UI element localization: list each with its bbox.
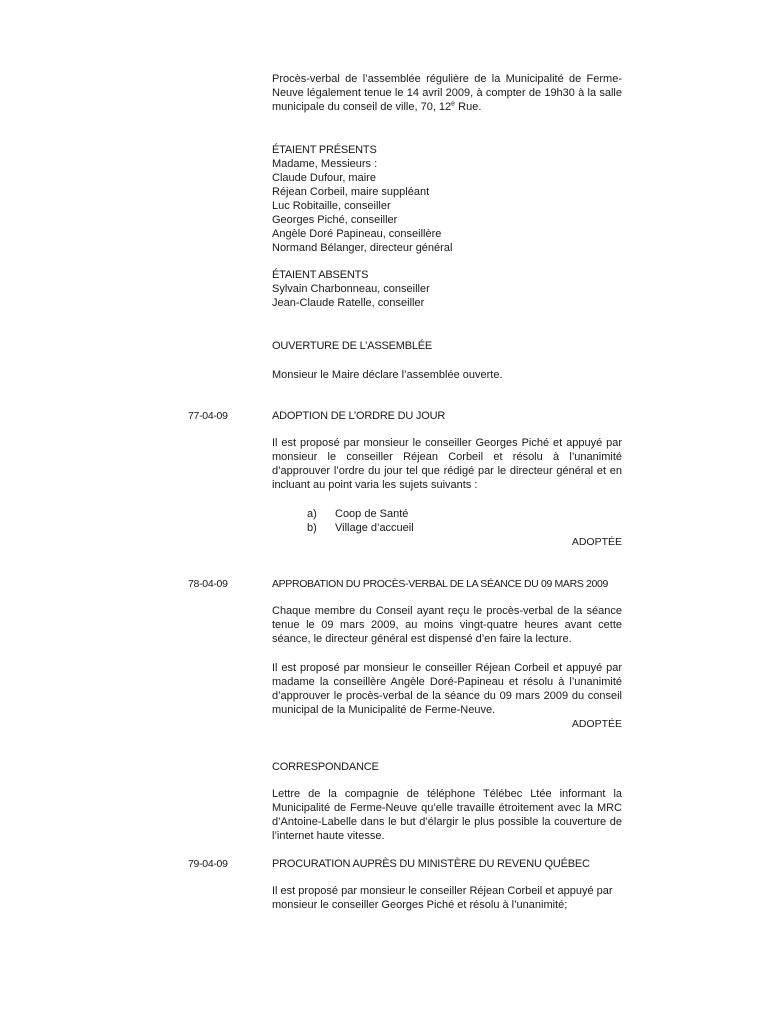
ouverture-heading: OUVERTURE DE L’ASSEMBLÉE: [272, 340, 433, 352]
correspondance-heading: CORRESPONDANCE: [272, 761, 379, 773]
resolution-77-adopted: ADOPTÉE: [571, 536, 622, 548]
resolution-78-text-1: Chaque membre du Conseil ayant reçu le procès-verbal de la séance tenue le 09 mars 2009, au moins vingt-quatre heures avant cette séance, le directeur général est dispensé d’en faire la lecture.: [272, 605, 622, 645]
presents-line: Réjean Corbeil, maire suppléant: [272, 186, 430, 198]
absents-heading: ÉTAIENT ABSENTS: [272, 269, 369, 281]
resolution-79-text: Il est proposé par monsieur le conseiller Réjean Corbeil et appuyé par monsieur le conseiller Georges Piché et résolu à l’unanimité;: [272, 885, 613, 911]
intro-paragraph: [272, 72, 622, 114]
presents-line: Luc Robitaille, conseiller: [272, 200, 391, 212]
presents-section: [272, 143, 622, 255]
resolution-number-78: 78-04-09: [188, 578, 228, 590]
list-item-text: Village d’accueil: [335, 522, 414, 534]
presents-line: Georges Piché, conseiller: [272, 214, 398, 226]
list-item-letter: a): [307, 508, 317, 520]
presents-line: Claude Dufour, maire: [272, 172, 376, 184]
list-item: [307, 507, 414, 521]
list-item-letter: b): [307, 522, 317, 534]
intro-superscript: e: [451, 100, 456, 108]
intro-text-end: Rue.: [455, 101, 482, 113]
resolution-78-heading: APPROBATION DU PROCÈS-VERBAL DE LA SÉANCE DU 09 MARS 2009: [272, 578, 608, 590]
resolution-79-heading: PROCURATION AUPRÈS DU MINISTÈRE DU REVENU QUÉBEC: [272, 858, 590, 870]
resolution-77-text: Il est proposé par monsieur le conseiller Georges Piché et appuyé par monsieur le conseiller Réjean Corbeil et résolu à l’unanimité d’approuver l’ordre du jour tel que rédigé par le directeur général et en incluant au point varia les sujets suivants :: [272, 437, 622, 491]
presents-line: Madame, Messieurs :: [272, 158, 378, 170]
intro-text: Procès-verbal de l’assemblée régulière de la Municipalité de Ferme-Neuve légalement tenue le 14 avril 2009, à compter de 19h30 à la salle municipale du conseil de ville, 70, 12: [272, 73, 622, 113]
presents-heading: ÉTAIENT PRÉSENTS: [272, 144, 377, 156]
resolution-number-79: 79-04-09: [188, 858, 228, 870]
absents-line: Sylvain Charbonneau, conseiller: [272, 283, 430, 295]
list-item: [307, 521, 414, 535]
absents-line: Jean-Claude Ratelle, conseiller: [272, 297, 425, 309]
absents-section: [272, 268, 622, 310]
presents-line: Normand Bélanger, directeur général: [272, 242, 453, 254]
resolution-78-adopted: ADOPTÉE: [571, 718, 622, 730]
resolution-78-text-2: Il est proposé par monsieur le conseiller Réjean Corbeil et appuyé par madame la conseillère Angèle Doré-Papineau et résolu à l’unanimité d’approuver le procès-verbal de la séance du 09 mars 2009 du conseil municipal de la Municipalité de Ferme-Neuve.: [272, 662, 622, 716]
resolution-number-77: 77-04-09: [188, 410, 228, 422]
list-item-text: Coop de Santé: [335, 508, 409, 520]
correspondance-text: Lettre de la compagnie de téléphone Télébec Ltée informant la Municipalité de Ferme-Neuve qu’elle travaille étroitement avec la MRC d’Antoine-Labelle dans le but d’élargir le plus possible la couverture de l’internet haute vitesse.: [272, 788, 622, 842]
ouverture-text: Monsieur le Maire déclare l’assemblée ouverte.: [272, 369, 503, 381]
resolution-77-list: [307, 507, 414, 535]
resolution-77-heading: ADOPTION DE L’ORDRE DU JOUR: [272, 410, 446, 422]
presents-line: Angèle Doré Papineau, conseillère: [272, 228, 442, 240]
